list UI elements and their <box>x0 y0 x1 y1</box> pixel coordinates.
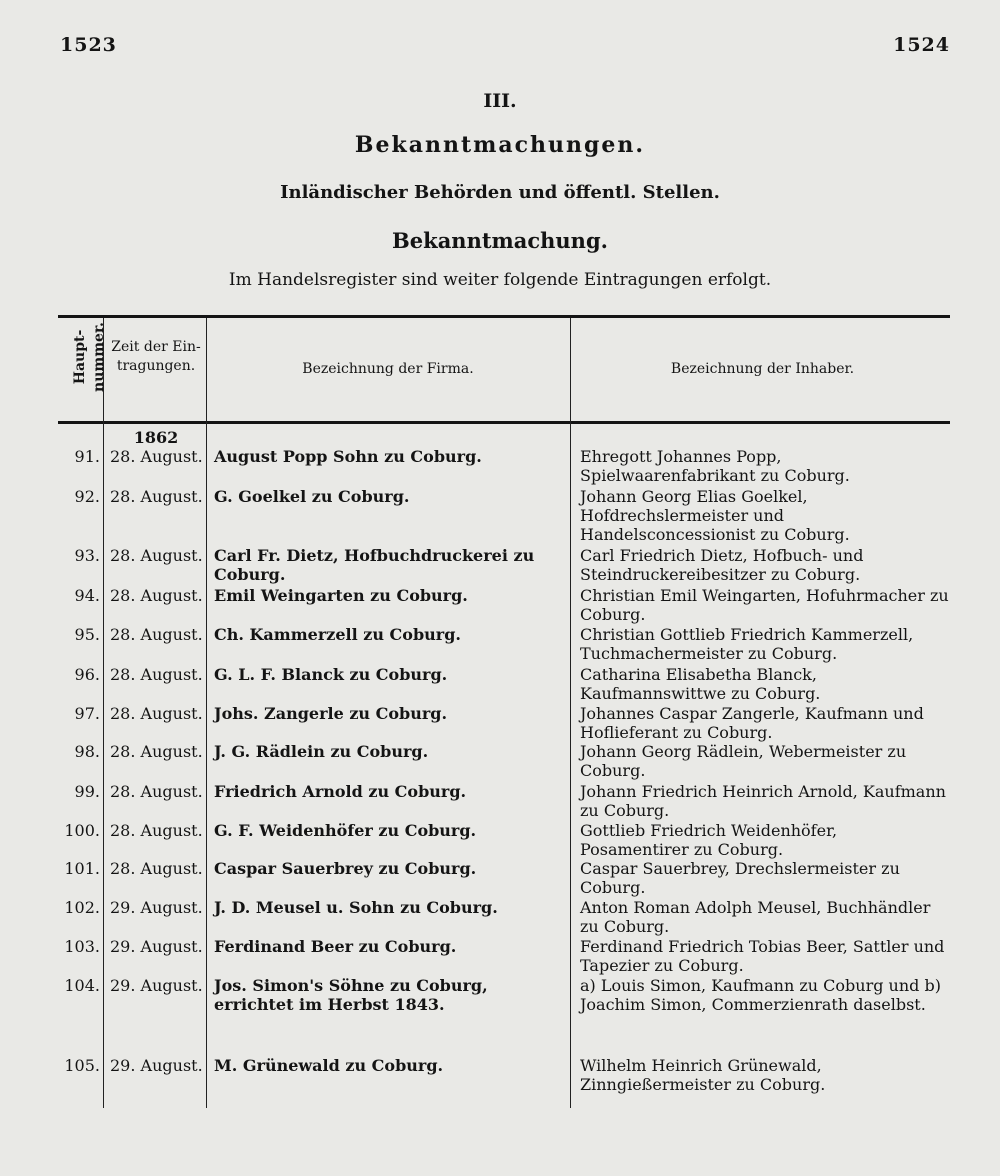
row-number: 103. <box>64 937 100 956</box>
row-owner: Wilhelm Heinrich Grünewald, Zinngießermeister zu Coburg. <box>580 1056 826 1094</box>
row-firm: Emil Weingarten zu Coburg. <box>214 586 468 605</box>
row-number: 92. <box>74 487 100 506</box>
row-firm: Caspar Sauerbrey zu Coburg. <box>214 859 477 878</box>
section-subtitle: Inländischer Behörden und öffentl. Stellen. <box>280 182 720 203</box>
row-number: 94. <box>74 586 100 605</box>
row-owner: Catharina Elisabetha Blanck, Kaufmannswittwe zu Coburg. <box>580 665 821 703</box>
row-firm: Johs. Zangerle zu Coburg. <box>214 704 448 723</box>
row-date: 29. August. <box>110 976 203 995</box>
row-number: 99. <box>74 782 100 801</box>
row-date: 28. August. <box>110 859 203 878</box>
row-number: 98. <box>74 742 100 761</box>
row-number: 97. <box>74 704 100 723</box>
row-owner: a) Louis Simon, Kaufmann zu Coburg und b) Joachim Simon, Commerzienrath daselbst. <box>580 976 941 1014</box>
table-rule-top <box>58 315 950 318</box>
row-owner: Ehregott Johannes Popp, Spielwaarenfabrikant zu Coburg. <box>580 447 850 485</box>
header-date: Zeit der Ein-tragungen. <box>111 339 201 374</box>
row-owner: Anton Roman Adolph Meusel, Buchhändler zu Coburg. <box>580 898 931 936</box>
row-date: 28. August. <box>110 665 203 684</box>
row-owner: Ferdinand Friedrich Tobias Beer, Sattler und Tapezier zu Coburg. <box>580 937 945 975</box>
column-divider <box>206 318 207 1108</box>
row-firm: G. Goelkel zu Coburg. <box>214 487 410 506</box>
year-label: 1862 <box>133 428 179 447</box>
row-firm: M. Grünewald zu Coburg. <box>214 1056 444 1075</box>
header-number: Haupt-nummer. <box>72 322 107 392</box>
row-date: 28. August. <box>110 447 203 466</box>
row-date: 28. August. <box>110 742 203 761</box>
row-date: 28. August. <box>110 625 203 644</box>
row-number: 105. <box>64 1056 100 1075</box>
column-divider <box>570 318 571 1108</box>
row-date: 28. August. <box>110 782 203 801</box>
table-rule-header <box>58 421 950 424</box>
section-title: Bekanntmachungen. <box>354 132 646 158</box>
row-owner: Gottlieb Friedrich Weidenhöfer, Posamentirer zu Coburg. <box>580 821 838 859</box>
row-firm: Ferdinand Beer zu Coburg. <box>214 937 457 956</box>
row-number: 102. <box>64 898 100 917</box>
row-date: 28. August. <box>110 487 203 506</box>
row-firm: Carl Fr. Dietz, Hofbuchdruckerei zu Coburg. <box>214 546 535 584</box>
notice-intro: Im Handelsregister sind weiter folgende Eintragungen erfolgt. <box>228 270 772 290</box>
row-owner: Johann Georg Rädlein, Webermeister zu Coburg. <box>580 742 907 780</box>
row-date: 29. August. <box>110 1056 203 1075</box>
column-divider <box>103 318 104 1108</box>
row-number: 95. <box>74 625 100 644</box>
row-owner: Johann Georg Elias Goelkel, Hofdrechslermeister und Handelsconcessionist zu Coburg. <box>580 487 850 544</box>
row-firm: G. L. F. Blanck zu Coburg. <box>214 665 448 684</box>
row-date: 28. August. <box>110 586 203 605</box>
row-date: 28. August. <box>110 704 203 723</box>
row-owner: Christian Gottlieb Friedrich Kammerzell, Tuchmachermeister zu Coburg. <box>580 625 914 663</box>
header-firm: Bezeichnung der Firma. <box>302 361 474 377</box>
row-owner: Johann Friedrich Heinrich Arnold, Kaufmann zu Coburg. <box>580 782 946 820</box>
row-firm: J. D. Meusel u. Sohn zu Coburg. <box>214 898 498 917</box>
row-number: 104. <box>64 976 100 995</box>
row-number: 100. <box>64 821 100 840</box>
row-number: 101. <box>64 859 100 878</box>
row-number: 96. <box>74 665 100 684</box>
row-date: 28. August. <box>110 821 203 840</box>
row-firm: Jos. Simon's Söhne zu Coburg, errichtet im Herbst 1843. <box>214 976 488 1014</box>
row-date: 29. August. <box>110 898 203 917</box>
row-firm: J. G. Rädlein zu Coburg. <box>214 742 429 761</box>
row-date: 28. August. <box>110 546 203 565</box>
row-owner: Caspar Sauerbrey, Drechslermeister zu Coburg. <box>580 859 900 897</box>
section-number: III. <box>483 90 517 112</box>
row-owner: Carl Friedrich Dietz, Hofbuch- und Steindruckereibesitzer zu Coburg. <box>580 546 864 584</box>
row-firm: August Popp Sohn zu Coburg. <box>214 447 482 466</box>
notice-title: Bekanntmachung. <box>392 228 608 253</box>
row-firm: Friedrich Arnold zu Coburg. <box>214 782 467 801</box>
row-number: 93. <box>74 546 100 565</box>
row-number: 91. <box>74 447 100 466</box>
page-number-right: 1524 <box>893 34 950 56</box>
row-firm: Ch. Kammerzell zu Coburg. <box>214 625 461 644</box>
page-number-left: 1523 <box>60 34 117 56</box>
row-firm: G. F. Weidenhöfer zu Coburg. <box>214 821 477 840</box>
row-date: 29. August. <box>110 937 203 956</box>
row-owner: Johannes Caspar Zangerle, Kaufmann und Hoflieferant zu Coburg. <box>580 704 924 742</box>
row-owner: Christian Emil Weingarten, Hofuhrmacher zu Coburg. <box>580 586 949 624</box>
header-owner: Bezeichnung der Inhaber. <box>670 361 855 377</box>
